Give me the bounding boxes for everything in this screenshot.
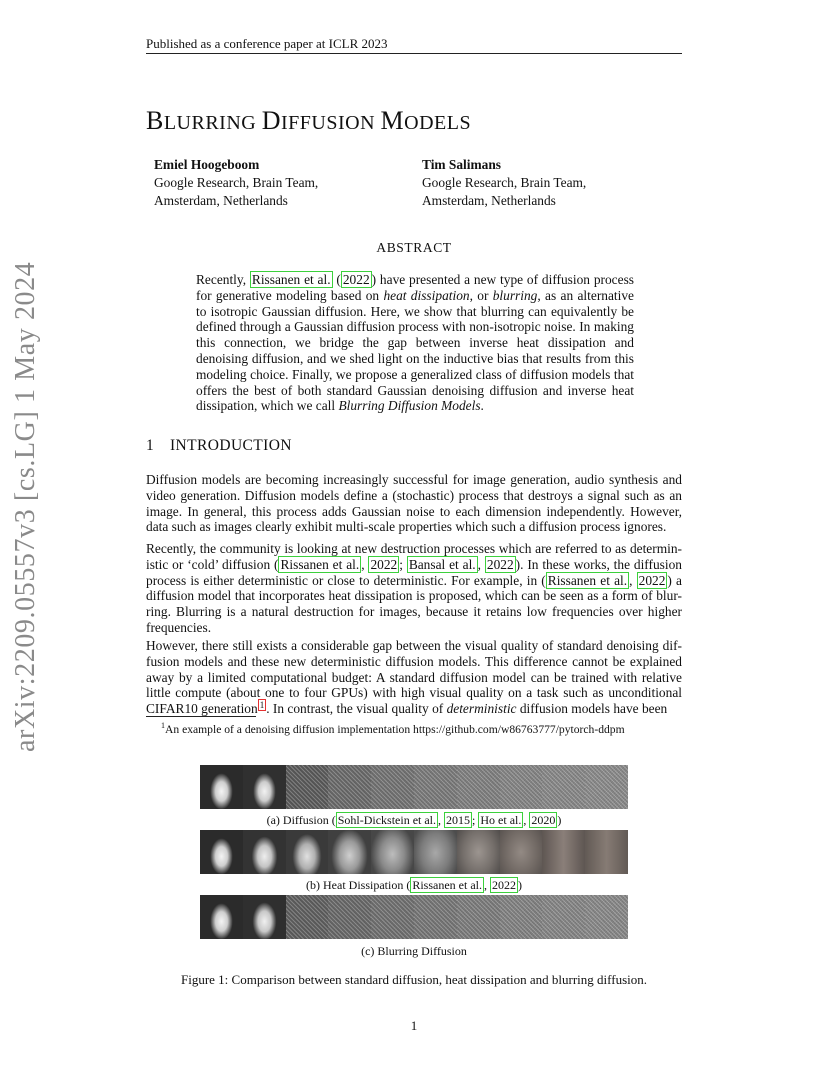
- footnote-rule: [146, 716, 256, 717]
- cat-image: [500, 830, 543, 874]
- author-name: Emiel Hoogeboom: [154, 157, 260, 172]
- paper-title: BLURRING DIFFUSION MODELS: [146, 106, 472, 135]
- cat-image: [500, 895, 543, 939]
- cat-image: [542, 830, 585, 874]
- cat-image: [457, 765, 500, 809]
- citation-link[interactable]: Rissanen et al.: [251, 272, 331, 287]
- cat-image: [585, 895, 628, 939]
- citation-link[interactable]: 2022: [638, 572, 666, 588]
- intro-paragraph-1: Diffusion models are becoming increasingly successful for image generation, audio synthesis and video generation. Diffusion models define a (stochastic) process that destroys a signal such as an image. In general, this process adds Gaussian noise to each dimension independently. However, data such as images clearly exhibit multi-scale properties which such a diffusion process ignores.: [146, 472, 682, 535]
- cat-image: [286, 895, 329, 939]
- author-block-2: [422, 156, 586, 210]
- cat-image: [585, 830, 628, 874]
- cat-image: [243, 765, 286, 809]
- cat-image: [371, 830, 414, 874]
- citation-link[interactable]: 2022: [370, 556, 398, 572]
- cat-image: [328, 830, 371, 874]
- author-name: Tim Salimans: [422, 157, 502, 172]
- cat-image: [200, 765, 243, 809]
- citation-link[interactable]: Ho et al.: [480, 813, 522, 827]
- subfigure-caption-a: (a) Diffusion ( Sohl-Dickstein et al. , 2015 ; Ho et al. , 2020 ): [266, 813, 562, 827]
- cat-image: [457, 830, 500, 874]
- author-affiliation: Google Research, Brain Team,: [422, 175, 587, 190]
- cat-image: [371, 765, 414, 809]
- cat-image: [200, 895, 243, 939]
- figure-strip-heat-dissipation: [200, 830, 628, 874]
- citation-link[interactable]: 2022: [342, 272, 370, 287]
- cat-image: [414, 765, 457, 809]
- cat-image: [371, 895, 414, 939]
- intro-paragraph-3: However, there still exists a considerable gap between the visual quality of standard denoising dif-fusion models and these new deterministic diffusion models. This difference cannot be explained away by a limited computational budget: A standard diffusion model can be trained with relative little compute (about one to four GPUs) with high visual quality on a task such as unconditional CIFAR10 generation $^1$ . In contrast, the visual quality of deterministic diffusion models have been: [146, 638, 682, 717]
- cat-image: [457, 895, 500, 939]
- citation-link[interactable]: 2022: [486, 556, 514, 572]
- citation-link[interactable]: 2015: [446, 813, 471, 827]
- author-location: Amsterdam, Netherlands: [422, 193, 556, 208]
- intro-paragraph-2: Recently, the community is looking at new destruction processes which are referred to as determin-istic or ‘cold’ diffusion ( Rissanen et al. , 2022 ; Bansal et al. , 2022 ). In these works, the diffusion process is either deterministic or close to deterministic. For example, in ( Rissanen et al. , 2022 ) a diffusion model that incorporates heat dissipation is proposed, which can be seen as a form of blur-ring. Blurring is a natural destruction for images, because it retains low frequencies over higher frequencies.: [146, 541, 682, 635]
- cat-image: [542, 895, 585, 939]
- figure-caption: Figure 1: Comparison between standard diffusion, heat dissipation and blurring diffusion.: [180, 972, 647, 987]
- cat-image: [328, 765, 371, 809]
- header-rule: [146, 53, 682, 54]
- author-block-1: [154, 156, 318, 210]
- cat-image: [286, 830, 329, 874]
- abstract-heading: ABSTRACT: [376, 240, 452, 255]
- subfigure-caption-b: (b) Heat Dissipation ( Rissanen et al. , 2022 ): [306, 878, 522, 892]
- cat-image: [243, 830, 286, 874]
- abstract-body: Recently, Rissanen et al. ( 2022 ) have presented a new type of diffusion process for generative modeling based on heat dissipation, or blurring, as an alternative to isotropic Gaussian diffusion. Here, we show that blurring can equivalently be defined through a Gaussian diffusion process with non-isotropic noise. In making this connection, we bridge the gap between inverse heat dissipation and denoising diffusion, and we shed light on the inductive bias that results from this modeling choice. Finally, we propose a generalized class of diffusion models that offers the best of both standard Gaussian denoising diffusion and inverse heat dissipation, which we call Blurring Diffusion Models.: [196, 272, 634, 414]
- cat-image: [500, 765, 543, 809]
- citation-link[interactable]: Rissanen et al.: [412, 878, 482, 892]
- citation-link[interactable]: Bansal et al.: [408, 556, 476, 572]
- section-heading: 1 INTRODUCTION: [146, 437, 292, 454]
- citation-link[interactable]: 2020: [531, 813, 556, 827]
- footnote: $^1$An example of a denoising diffusion implementation https://github.com/w86763777/pytorch-ddpm: [161, 721, 625, 736]
- cat-image: [286, 765, 329, 809]
- citation-link[interactable]: Rissanen et al.: [547, 572, 628, 588]
- citation-link[interactable]: 2022: [491, 878, 516, 892]
- cat-image: [200, 830, 243, 874]
- running-header: Published as a conference paper at ICLR 2023: [146, 36, 388, 51]
- cat-image: [542, 765, 585, 809]
- figure-strip-diffusion: [200, 765, 628, 809]
- figure-strip-blurring-diffusion: [200, 895, 628, 939]
- cat-image: [414, 830, 457, 874]
- citation-link[interactable]: Rissanen et al.: [280, 556, 360, 572]
- footnote-marker[interactable]: 1: [259, 699, 265, 710]
- citation-link[interactable]: Sohl-Dickstein et al.: [337, 813, 437, 827]
- cat-image: [243, 895, 286, 939]
- cat-image: [414, 895, 457, 939]
- author-affiliation: Google Research, Brain Team,: [154, 175, 319, 190]
- cat-image: [585, 765, 628, 809]
- arxiv-identifier: arXiv:2209.05557v3 [cs.LG] 1 May 2024: [10, 261, 41, 752]
- subfigure-caption-c: (c) Blurring Diffusion: [361, 944, 467, 958]
- author-location: Amsterdam, Netherlands: [154, 193, 288, 208]
- page-number: 1: [410, 1018, 418, 1033]
- cat-image: [328, 895, 371, 939]
